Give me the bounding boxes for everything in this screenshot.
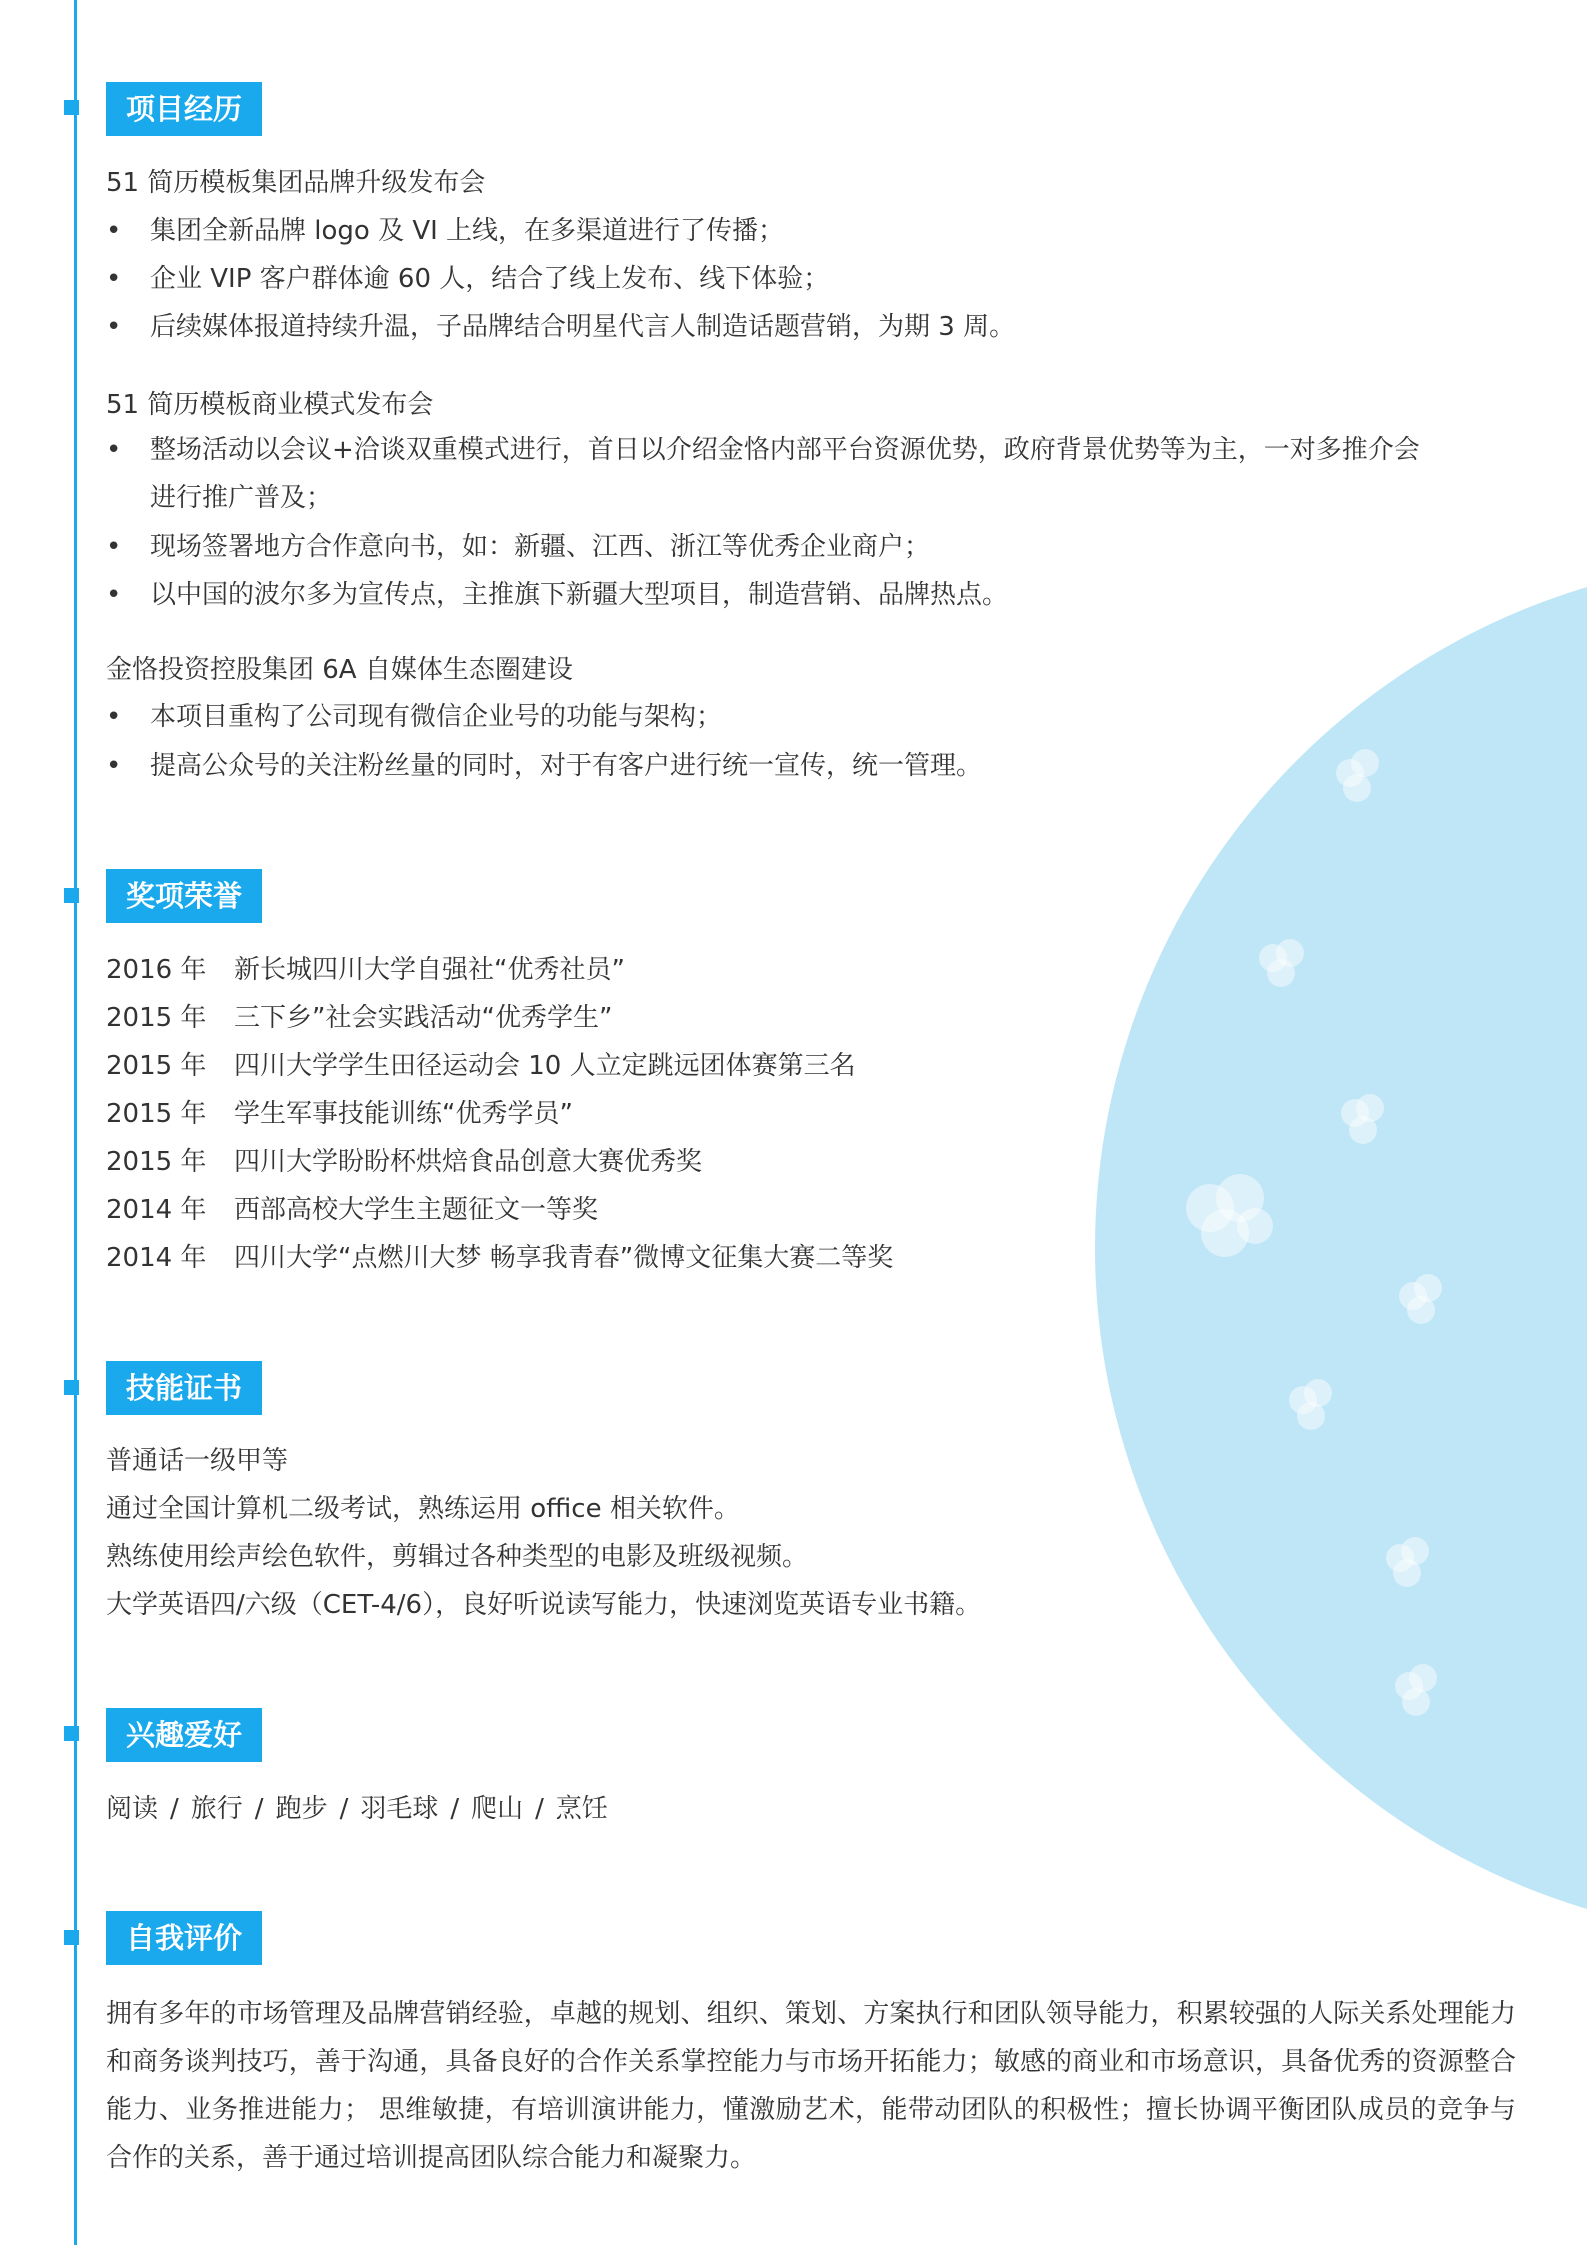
award-item bbox=[106, 953, 625, 987]
award-item bbox=[106, 1097, 573, 1131]
award-year: 2014 年 bbox=[106, 1243, 207, 1273]
award-text: 西部高校大学生主题征文一等奖 bbox=[234, 1195, 599, 1225]
separator: / bbox=[170, 1794, 179, 1824]
section-marker bbox=[64, 888, 79, 903]
award-text: 学生军事技能训练“优秀学员” bbox=[234, 1099, 573, 1129]
award-text: 新长城四川大学自强社“优秀社员” bbox=[234, 955, 625, 985]
award-year: 2015 年 bbox=[106, 1003, 207, 1033]
list-item: • 集团全新品牌 logo 及 VI 上线，在多渠道进行了传播； bbox=[106, 214, 784, 248]
section-marker bbox=[64, 1726, 79, 1741]
award-text: 三下乡”社会实践活动“优秀学生” bbox=[234, 1003, 613, 1033]
project-name: 51 简历模板集团品牌升级发布会 bbox=[106, 168, 486, 198]
separator: / bbox=[339, 1794, 349, 1824]
list-item-continuation: 进行推广普及； bbox=[150, 483, 333, 513]
section-title-awards: 奖项荣誉 bbox=[106, 869, 262, 923]
section-title-self-evaluation: 自我评价 bbox=[106, 1911, 262, 1965]
award-item bbox=[106, 1001, 612, 1035]
project-name: 金恪投资控股集团 6A 自媒体生态圈建设 bbox=[106, 655, 573, 685]
award-year: 2015 年 bbox=[106, 1051, 207, 1081]
skill-item: 普通话一级甲等 bbox=[106, 1446, 289, 1476]
bubble-decorations bbox=[1095, 558, 1495, 1938]
decorative-planet-illustration bbox=[1095, 558, 1587, 1938]
self-evaluation-text: 拥有多年的市场管理及品牌营销经验，卓越的规划、组织、策划、方案执行和团队领导能力，积累较强的人际关系处理能力和商务谈判技巧，善于沟通，具备良好的合作关系掌控能力与市场开拓能力；敏感的商业和市场意识，具备优秀的资源整合能力、业务推进能力； 思维敏捷，有培训演讲能力，懂激励艺术，能带动团队的积极性；擅长协调平衡团队成员的竞争与合作的关系，善于通过培训提高团队综合能力和凝聚力。 bbox=[106, 1999, 1516, 2173]
award-year: 2015 年 bbox=[106, 1099, 207, 1129]
separator: / bbox=[254, 1794, 264, 1824]
list-item: • 现场签署地方合作意向书，如：新疆、江西、浙江等优秀企业商户； bbox=[106, 530, 930, 564]
list-item: • 以中国的波尔多为宣传点，主推旗下新疆大型项目，制造营销、品牌热点。 bbox=[106, 578, 1008, 612]
section-marker bbox=[64, 1930, 79, 1945]
skill-item: 大学英语四/六级（CET-4/6），良好听说读写能力，快速浏览英语专业书籍。 bbox=[106, 1590, 982, 1620]
hobby-item: 烹饪 bbox=[555, 1794, 608, 1824]
hobby-item: 阅读 bbox=[106, 1794, 159, 1824]
award-item bbox=[106, 1145, 702, 1179]
award-text: 四川大学“点燃川大梦 畅享我青春”微博文征集大赛二等奖 bbox=[234, 1243, 894, 1273]
separator: / bbox=[450, 1794, 460, 1824]
skill-item: 熟练使用绘声绘色软件，剪辑过各种类型的电影及班级视频。 bbox=[106, 1542, 809, 1572]
list-item: • 后续媒体报道持续升温，子品牌结合明星代言人制造话题营销，为期 3 周。 bbox=[106, 310, 1015, 344]
project-name: 51 简历模板商业模式发布会 bbox=[106, 390, 434, 420]
section-title-hobbies: 兴趣爱好 bbox=[106, 1708, 262, 1762]
award-year: 2014 年 bbox=[106, 1195, 207, 1225]
award-text: 四川大学盼盼杯烘焙食品创意大赛优秀奖 bbox=[234, 1147, 703, 1177]
hobby-list bbox=[106, 1792, 608, 1826]
section-title-projects: 项目经历 bbox=[106, 82, 262, 136]
award-year: 2016 年 bbox=[106, 955, 207, 985]
hobby-item: 爬山 bbox=[471, 1794, 524, 1824]
list-item: • 企业 VIP 客户群体逾 60 人，结合了线上发布、线下体验； bbox=[106, 262, 829, 296]
hobby-item: 旅行 bbox=[190, 1794, 243, 1824]
section-title-skills: 技能证书 bbox=[106, 1361, 262, 1415]
section-marker bbox=[64, 1380, 79, 1395]
list-item: • 本项目重构了公司现有微信企业号的功能与架构； bbox=[106, 700, 722, 734]
separator: / bbox=[535, 1794, 544, 1824]
hobby-item: 跑步 bbox=[275, 1794, 328, 1824]
award-year: 2015 年 bbox=[106, 1147, 207, 1177]
list-item: • 提高公众号的关注粉丝量的同时，对于有客户进行统一宣传，统一管理。 bbox=[106, 749, 982, 783]
award-text: 四川大学学生田径运动会 10 人立定跳远团体赛第三名 bbox=[234, 1051, 856, 1081]
timeline-line bbox=[74, 0, 77, 2245]
list-item: • 整场活动以会议+洽谈双重模式进行，首日以介绍金恪内部平台资源优势，政府背景优势等为主，一对多推介会 bbox=[106, 433, 1420, 467]
award-item bbox=[106, 1193, 598, 1227]
skill-item: 通过全国计算机二级考试，熟练运用 office 相关软件。 bbox=[106, 1494, 740, 1524]
award-item bbox=[106, 1049, 856, 1083]
hobby-item: 羽毛球 bbox=[360, 1794, 439, 1824]
section-marker bbox=[64, 100, 79, 115]
award-item bbox=[106, 1241, 893, 1275]
